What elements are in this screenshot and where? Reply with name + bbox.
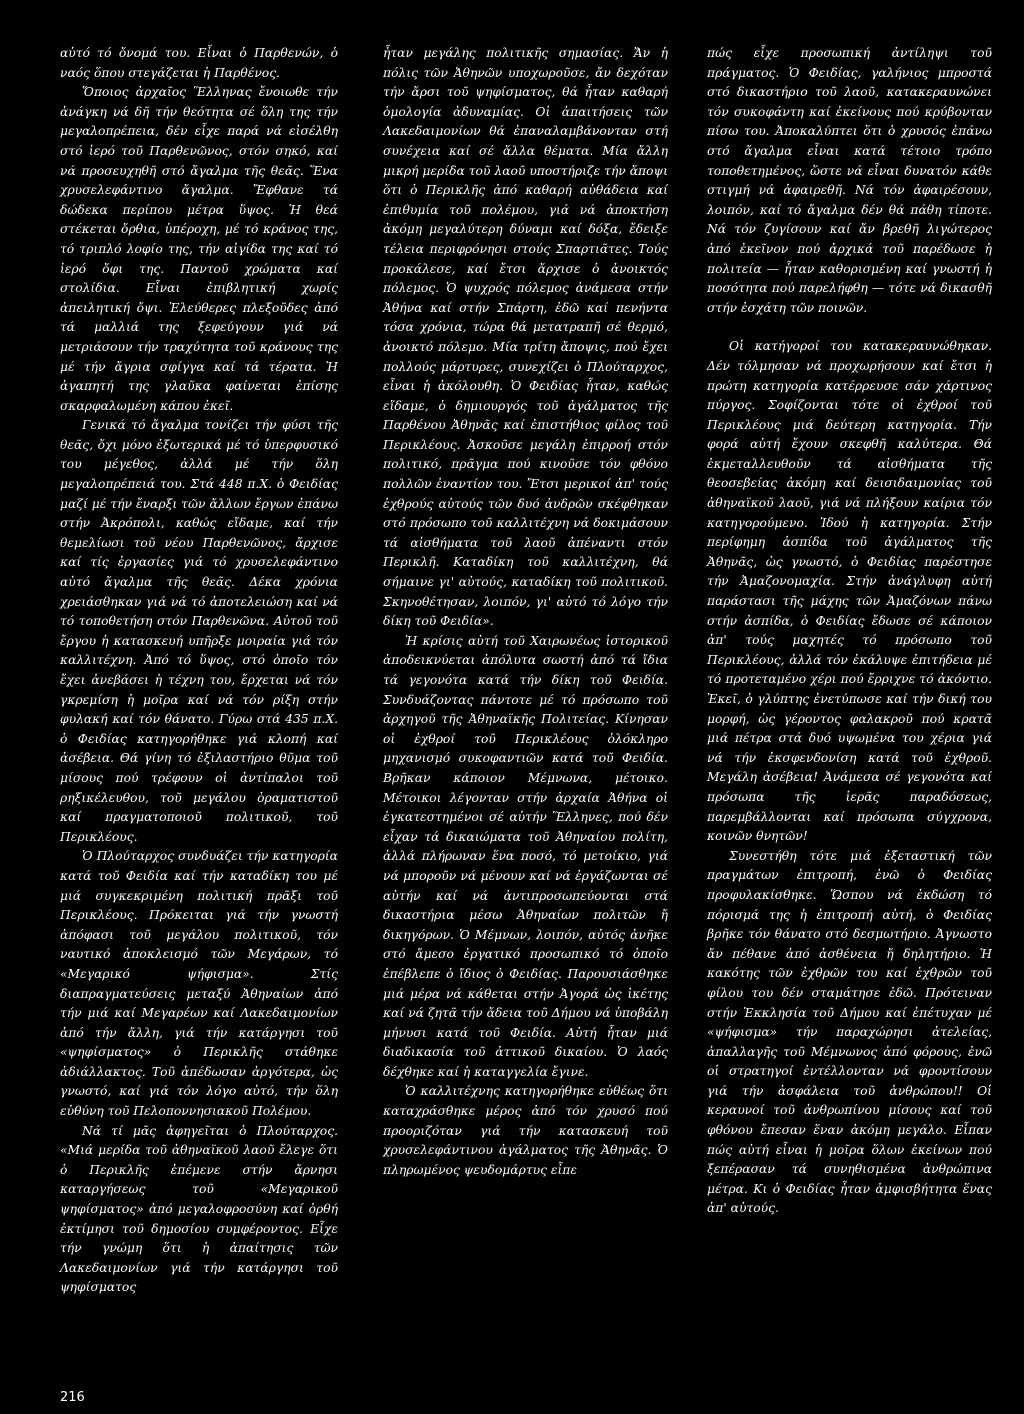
paragraph: Συνεστήθη τότε μιά ἐξεταστική τῶν πραγμάτων ἐπιτροπή, ἐνῶ ὁ Φειδίας προφυλακίσθηκε. Ὥσπου νά ἐκδώση τό πόρισμά της ἡ ἐπιτροπή αὐτή, ὁ Φειδίας βρῆκε τόν θάνατο στό δεσμωτήριο. Ἀγνωστο ἄν πέθανε ἀπό ἀσθένεια ἤ δηλητήριο. Ἡ κακότης τῶν ἐχθρῶν του καί ἐχθρῶν τοῦ φίλου του δέν σταμάτησε ἐδῶ. Πρότειναν στήν Ἐκκλησία τοῦ Δήμου καί ἐπέτυχαν μέ «ψήφισμα» τήν παραχώρησι ἀτελείας, ἀπαλλαγῆς τοῦ Μέμνωνος ἀπό φόρους, ἐνῶ οἱ στρατηγοί ἐντέλλονταν νά φροντίσουν γιά τήν ἀσφάλεια τοῦ ἀνθρώπου!! Οἱ κεραυνοί τοῦ ἀνθρωπίνου μίσους καί τοῦ φθόνου ἔπεσαν ἕναν ἀκόμη μεγάλο. Εἶπαν πώς αὐτή εἶναι ἡ μοῖρα ὅλων ἐκείνων πού ξεπέρασαν τά συνηθισμένα ἀνθρώπινα μέτρα. Κι ὁ Φειδίας ἦταν ἀμφισβήτητα ἕνας ἀπ' αὐτούς. [707,848,992,1216]
paragraph: Ἡ κρίσις αὐτή τοῦ Χαιρωνέως ἱστορικοῦ ἀποδεικνύεται ἀπόλυτα σωστή ἀπό τά ἴδια τά γεγονότα κατά τήν δίκη τοῦ Φειδία. Συνδυάζοντας πάντοτε μέ τό πρόσωπο τοῦ ἀρχηγοῦ τῆς Ἀθηναϊκῆς Πολιτείας. Κίνησαν οἱ ἐχθροί τοῦ Περικλέους ὁλόκληρο μηχανισμό συκοφαντιῶν κατά τοῦ Φειδία. Βρῆκαν κάποιον Μέμνωνα, μέτοικο. Μέτοικοι λέγονταν στήν ἀρχαία Ἀθήνα οἱ ἐγκατεστημένοι σέ αὐτήν Ἕλληνες, πού δέν εἶχαν τά δικαιώματα τοῦ Ἀθηναίου πολίτη, ἀλλά πλήρωναν ἕνα ποσό, τό μετοίκιο, γιά νά μποροῦν νά μένουν καί νά ἐργάζωνται σέ αὐτήν καί νά ἀντιπροσωπεύονται στά δικαστήρια μέσω Ἀθηναίων πολιτῶν ἤ δικηγόρων. Ὁ Μέμνων, λοιπόν, αὐτός ἀνῆκε στό ἄμεσο ἐργατικό προσωπικό τό ὁποῖο ἐπέβλεπε ὁ ἴδιος ὁ Φειδίας. Παρουσιάσθηκε μιά μέρα νά κάθεται στήν Ἀγορά ὡς ἱκέτης καί νά ζητᾶ τήν ἄδεια τοῦ Δήμου νά ὑποβάλη μήνυσι κατά τοῦ Φειδία. Αὐτή ἦταν μιά διαδικασία τοῦ ἀττικοῦ δικαίου. Ὁ λαός δέχθηκε καί ἡ καταγγελία ἔγινε. [383,633,668,1079]
paragraph: πώς εἶχε προσωπική ἀντίληψι τοῦ πράγματος. Ὁ Φειδίας, γαλήνιος μπροστά στό δικαστήριο τοῦ λαοῦ, κατακεραυνώνει τόν συκοφάντη καί ἐκείνους πού κρύβονταν πίσω του. Ἀποκαλύπτει ὅτι ὁ χρυσός ἐπάνω στό ἄγαλμα εἶναι κατά τέτοιο τρόπο τοποθετημένος, ὥστε νά εἶναι δυνατόν κάθε στιγμή νά ἀφαιρεθῆ. Νά τόν ἀφαιρέσουν, λοιπόν, καί τό ἄγαλμα δέν θά πάθη τίποτε. Νά τόν ζυγίσουν καί ἄν βρεθῆ λιγώτερος ἀπό ἐκεῖνον πού ἀρχικά τοῦ παρέδωσε ἡ πολιτεία — ἦταν καθορισμένη καί γνωστή ἡ ποσότητα πού παρελήφθη — τότε νά δικασθῆ στήν ἐσχάτη τῶν ποινῶν. [707,46,992,315]
text-column-1 [60,44,338,1298]
paragraph: ἦταν μεγάλης πολιτικῆς σημασίας. Ἄν ἡ πόλις τῶν Ἀθηνῶν υποχωροῦσε, ἄν δεχόταν τήν ἄρσι τοῦ ψηφίσματος, θά ἦταν καθαρή ὁμολογία ἀδυναμίας. Οἱ ἀπαιτήσεις τῶν Λακεδαιμονίων θά ἐπαναλαμβάνονταν στή συνέχεια καί σέ ἄλλα θέματα. Μία ἄλλη μικρή μερίδα τοῦ λαοῦ υποστήριζε τήν ἄποψι ὅτι ὁ Περικλῆς ἀπό καθαρή αὐθάδεια καί ἐπιθυμία τοῦ πολέμου, γιά νά ἀποκτήση ἀκόμη μεγαλύτερη δύναμι καί δόξα, ἔδειξε τέλεια περιφρόνησι στούς Σπαρτιᾶτες. Τούς προκάλεσε, καί ἔτσι ἄρχισε ὁ ἀνοικτός πόλεμος. Ὁ ψυχρός πόλεμος ἀνάμεσα στήν Ἀθήνα καί στήν Σπάρτη, ἐδῶ καί πενήντα τόσα χρόνια, τώρα θά μετατραπῆ σέ θερμό, ἀνοικτό πόλεμο. Μία τρίτη ἄποψις, πού ἔχει πολλούς μάρτυρες, συνεχίζει ὁ Πλούταρχος, εἶναι ἡ ἀκόλουθη. Ὁ Φειδίας ἦταν, καθώς εἴδαμε, ὁ δημιουργός τοῦ ἀγάλματος τῆς Παρθένου Ἀθηνᾶς καί ἐπιστήθιος φίλος τοῦ Περικλέους. Ἀσκοῦσε μεγάλη ἐπιρροή στόν πολιτικό, πρᾶγμα πού κινοῦσε τόν φθόνο πολλῶν ἐναντίον του. Ἔτσι μερικοί ἀπ' τούς ἐχθρούς αὐτούς τῶν δυό ἀνδρῶν σκέφθηκαν στό πρόσωπο τοῦ καλλιτέχνη νά δοκιμάσουν τά αἰσθήματα τοῦ λαοῦ ἀπέναντι στόν Περικλῆ. Καταδίκη τοῦ καλλιτέχνη, θά σήμαινε γι' αὐτούς, καταδίκη τοῦ πολιτικοῦ. Σκηνοθέτησαν, λοιπόν, γι' αὐτό τό λόγο τήν δίκη τοῦ Φειδία». [383,46,668,629]
text-column-2 [383,44,668,1180]
paragraph: αὐτό τό ὄνομά του. Εἶναι ὁ Παρθενών, ὁ ναός ὅπου στεγάζεται ἡ Παρθένος. [60,46,338,80]
text-column-3 [707,44,992,1219]
paragraph: Ὁ Πλούταρχος συνδυάζει τήν κατηγορία κατά τοῦ Φειδία καί τήν καταδίκη του μέ μιά συγκεκριμένη πολιτική πρᾶξι τοῦ Περικλέους. Πρόκειται γιά τήν γνωστή ἀπόφασι τοῦ μεγάλου πολιτικοῦ, τόν ναυτικό ἀποκλεισμό τῶν Μεγάρων, τό «Μεγαρικό ψήφισμα». Στίς διαπραγματεύσεις μεταξύ Ἀθηναίων ἀπό τήν μιά καί Μεγαρέων καί Λακεδαιμονίων ἀπό τήν ἄλλη, γιά τήν κατάργησι τοῦ «ψηφίσματος» ὁ Περικλῆς στάθηκε ἀδιάλλακτος. Τοῦ ἀπέδωσαν ἀργότερα, ὡς γνωστό, καί γιά τόν λόγο αὐτό, τήν ὅλη εὐθύνη τοῦ Πελοποννησιακοῦ Πολέμου. [60,849,338,1119]
paragraph: Οἱ κατήγοροί του κατακεραυνώθηκαν. Δέν τόλμησαν νά προχωρήσουν καί ἔτσι ἡ πρώτη κατηγορία κατέρρευσε σάν χάρτινος πύργος. Σοφίζονται τότε οἱ ἐχθροί τοῦ Περικλέους μιά δεύτερη κατηγορία. Τήν φορά αὐτή ἔχουν σκεφθῆ καλύτερα. Θά ἐκμεταλλευθοῦν τά αἰσθήματα τῆς θεοσεβείας ἀκόμη καί δεισιδαιμονίας τοῦ ἀθηναϊκοῦ λαοῦ, γιά νά πλήξουν καίρια τόν κατηγορούμενο. Ἰδού ἡ κατηγορία. Στήν περίφημη ἀσπίδα τοῦ ἀγάλματος τῆς Ἀθηνᾶς, ὡς γνωστό, ὁ Φειδίας παρέστησε τήν Ἀμαζονομαχία. Στήν ἀνάγλυφη αὐτή παράστασι τῆς μάχης τῶν Ἀμαζόνων πάνω στήν ἀσπίδα, ὁ Φειδίας ἔδωσε σέ κάποιον ἀπ' τούς μαχητές τό πρόσωπο τοῦ Περικλέους, ἀλλά τόν ἐκάλυψε ἐπιτήδεια μέ τό προτεταμένο χέρι πού ἔρριχνε τό ἀκόντιο. Ἐκεῖ, ὁ γλύπτης ἐνετύπωσε καί τήν δική του μορφή, ὡς γέροντος φαλακροῦ πού κρατᾶ μιά πέτρα στά δυό υψωμένα του χέρια γιά νά τήν ἐκσφενδονίση κατά τοῦ ἐχθροῦ. Μεγάλη ἀσέβεια! Ἀνάμεσα σέ γεγονότα καί πρόσωπα τῆς ἱερᾶς παραδόσεως, παρεμβάλλονται καί πρόσωπα σύγχρονα, κοινῶν θνητῶν! [707,339,992,844]
paragraph: Ὅποιος ἀρχαῖος Ἕλληνας ἔνοιωθε τήν ἀνάγκη νά δῆ τήν θεότητα σέ ὅλη της τήν μεγαλοπρέπεια, δέν εἶχε παρά νά εἰσέλθη στό ἱερό τοῦ Παρθενῶνος, στόν σηκό, καί νά προσευχηθῆ στό ἄγαλμα τῆς θεᾶς. Ἕνα χρυσελεφάντινο ἄγαλμα. Ἔφθανε τά δώδεκα περίπου μέτρα ὕψος. Ἡ θεά στέκεται ὄρθια, ὑπέροχη, μέ τό κράνος της, τό τριπλό λοφίο της, τήν αἰγίδα της καί τό ἱερό ὄφι της. Παντοῦ χρώματα καί στολίδια. Εἶναι ἐπιβλητική χωρίς ἀπειλητική ὄψι. Ἐλεύθερες πλεξοῦδες ἀπό τά μαλλιά της ξεφεύγουν γιά νά μετριάσουν τήν τραχύτητα τοῦ κράνους της μέ τήν ἄγρια σφίγγα καί τά τέρατα. Ἡ ἀγαπητή της γλαῦκα φαίνεται ἐπίσης σκαρφαλωμένη κάπου ἐκεῖ. [60,85,338,413]
page-number: 216 [60,1390,85,1405]
paragraph: Γενικά τό ἄγαλμα τονίζει τήν φύσι τῆς θεᾶς, ὄχι μόνο ἐξωτερικά μέ τό ὑπερφυσικό του μέγεθος, ἀλλά μέ τήν ὅλη μεγαλοπρέπειά του. Στά 448 π.Χ. ὁ Φειδίας μαζί μέ τήν ἔναρξι τῶν ἄλλων ἔργων ἐπάνω στήν Ἀκρόπολι, καθώς εἴδαμε, καί τήν θεμελίωσι τοῦ νέου Παρθενῶνος, ἄρχισε καί τίς ἐργασίες γιά τό χρυσελεφάντινο αὐτό ἄγαλμα τῆς θεᾶς. Δέκα χρόνια χρειάσθηκαν γιά νά τό ἀποτελειώση καί νά τό τοποθετήση στόν Παρθενῶνα. Αὐτοῦ τοῦ ἔργου ἡ κατασκευή υπῆρξε μοιραία γιά τόν καλλιτέχνη. Ἀπό τό ὕψος, στό ὁποῖο τόν ἔχει ἀνεβάσει ἡ τέχνη του, ἔρχεται νά τόν γκρεμίση ἡ μοῖρα καί νά τόν ρίξη στήν φυλακή καί τόν θάνατο. Γύρω στά 435 π.Χ. ὁ Φειδίας κατηγορήθηκε γιά κλοπή καί ἀσέβεια. Θά γίνη τό ἐξιλαστήριο θῦμα τοῦ μίσους πού τρέφουν οἱ ἀντίπαλοι τοῦ ρηξικέλευθου, τοῦ μεγάλου ὁραματιστοῦ καί πραγματοποιοῦ πολιτικοῦ, τοῦ Περικλέους. [60,418,338,844]
paragraph: Νά τί μᾶς ἀφηγεῖται ὁ Πλούταρχος. «Μιά μερίδα τοῦ ἀθηναϊκοῦ λαοῦ ἔλεγε ὅτι ὁ Περικλῆς ἐπέμενε στήν ἄρνησι καταργήσεως τοῦ «Μεγαρικοῦ ψηφίσματος» ἀπό μεγαλοφροσύνη καί ὀρθή ἐκτίμησι τοῦ δημοσίου συμφέροντος. Εἶχε τήν γνώμη ὅτι ἡ ἀπαίτησις τῶν Λακεδαιμονίων γιά τήν κατάργησι τοῦ ψηφίσματος [60,1123,338,1295]
paragraph: Ὁ καλλιτέχνης κατηγορήθηκε εὐθέως ὅτι καταχράσθηκε μέρος ἀπό τόν χρυσό πού προοριζόταν γιά τήν κατασκευή τοῦ χρυσελεφάντινου ἀγάλματος τῆς Ἀθηνᾶς. Ὁ πληρωμένος ψευδομάρτυς εἶπε [383,1084,668,1177]
